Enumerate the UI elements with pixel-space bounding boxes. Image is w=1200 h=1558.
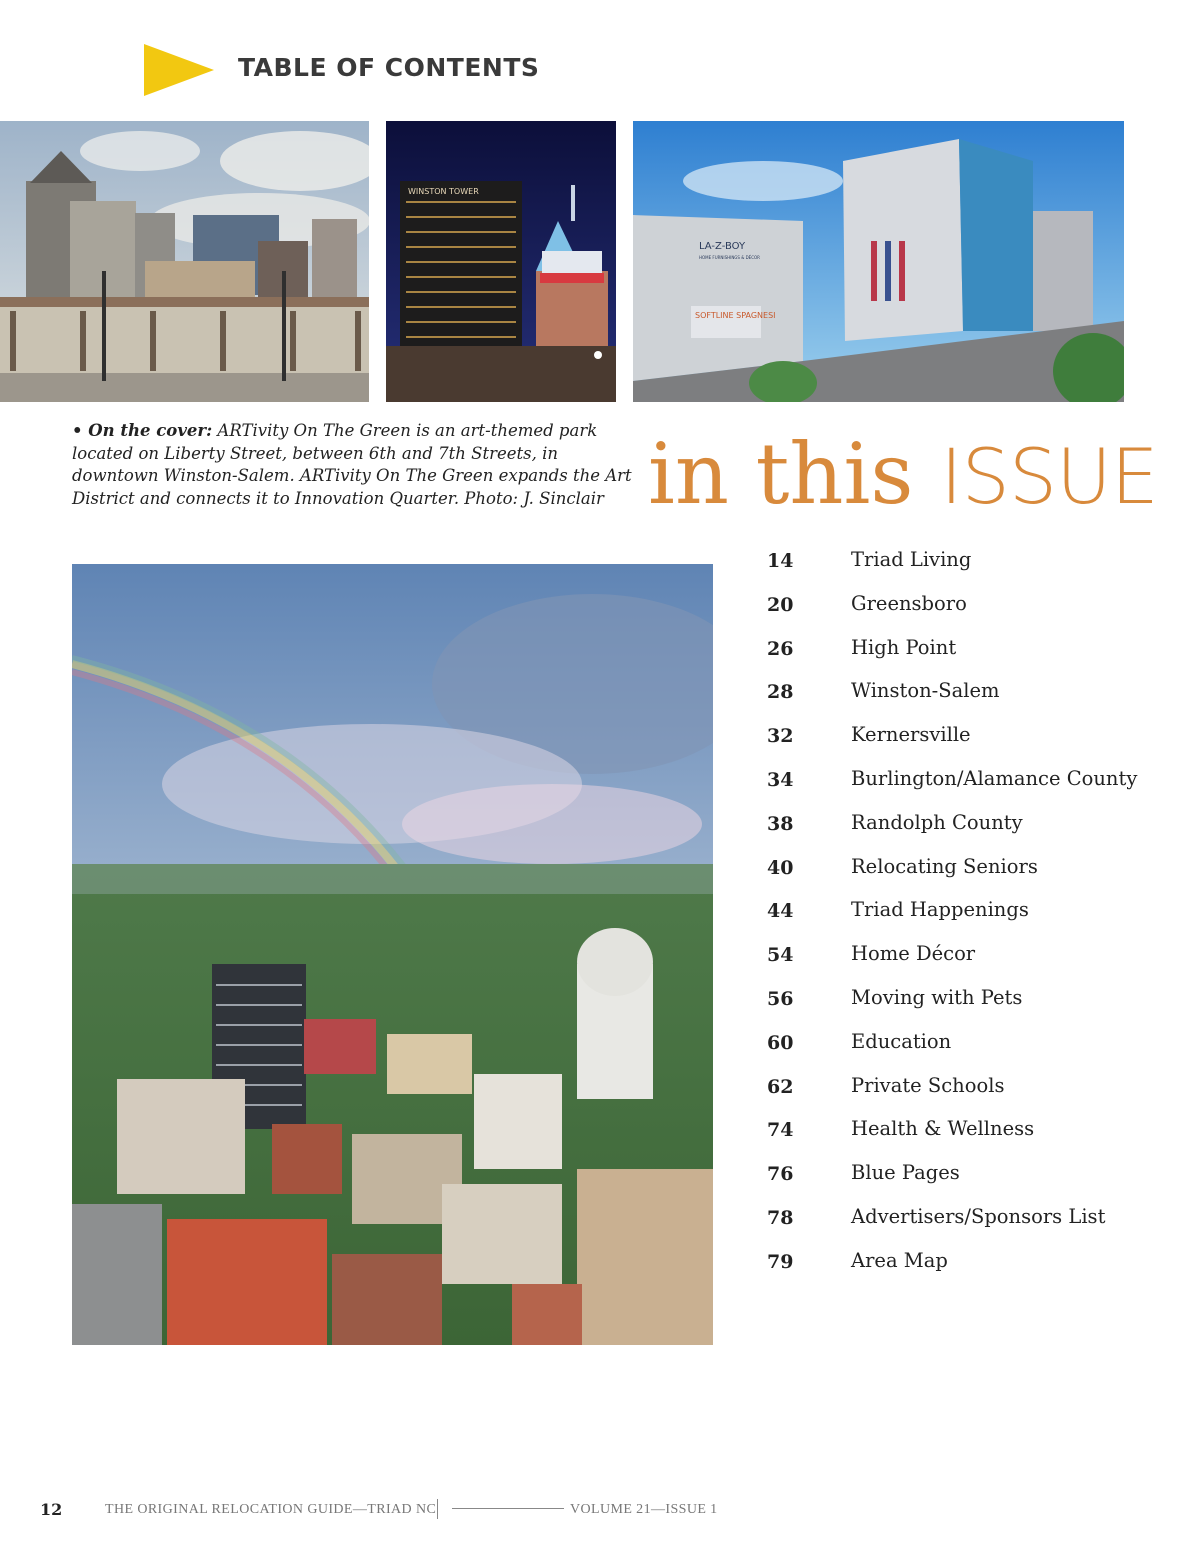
- svg-text:SOFTLINE SPAGNESI: SOFTLINE SPAGNESI: [695, 311, 776, 320]
- photo-la-z-boy-street: [633, 121, 1124, 402]
- toc-page-number: 62: [767, 1075, 794, 1098]
- toc-section-title: Burlington/Alamance County: [851, 766, 1138, 790]
- toc-row: [767, 1245, 1167, 1289]
- toc-section-title: Education: [851, 1029, 952, 1053]
- toc-section-title: Home Décor: [851, 942, 976, 966]
- footer-volume: VOLUME 21—ISSUE 1: [570, 1502, 718, 1517]
- toc-row: [767, 763, 1167, 807]
- toc-page-number: 20: [767, 593, 794, 616]
- toc-section-title: Relocating Seniors: [851, 854, 1038, 878]
- toc-row: [767, 675, 1167, 719]
- toc-section-title: Randolph County: [851, 810, 1023, 834]
- toc-row: [767, 982, 1167, 1026]
- toc-list: [767, 544, 1167, 1289]
- toc-page-number: 14: [767, 550, 794, 572]
- toc-section-title: Winston-Salem: [851, 679, 1000, 703]
- toc-row: [767, 807, 1167, 851]
- toc-section-title: Area Map: [851, 1248, 948, 1272]
- toc-page-number: 56: [767, 987, 794, 1010]
- photo-aerial-rainbow: [72, 564, 713, 1345]
- toc-page-number: 60: [767, 1031, 794, 1054]
- toc-row: [767, 544, 1167, 588]
- heading-word-issue: ISSUE: [940, 432, 1158, 521]
- toc-page-number: 79: [767, 1250, 794, 1273]
- toc-row: [767, 1070, 1167, 1114]
- page-title: TABLE OF CONTENTS: [238, 53, 540, 82]
- toc-section-title: Advertisers/Sponsors List: [851, 1204, 1106, 1228]
- page-number: 12: [40, 1500, 63, 1519]
- photo-greensboro-skyline: [0, 121, 369, 402]
- header-arrow-icon: [144, 44, 214, 96]
- toc-page-number: 74: [767, 1119, 794, 1142]
- toc-row: [767, 588, 1167, 632]
- footer-rule: [452, 1508, 564, 1509]
- toc-section-title: High Point: [851, 635, 957, 659]
- toc-page-number: 54: [767, 944, 794, 967]
- toc-section-title: Blue Pages: [851, 1161, 960, 1185]
- toc-section-title: Greensboro: [851, 591, 967, 615]
- toc-row: [767, 851, 1167, 895]
- svg-text:LA-Z-BOY: LA-Z-BOY: [699, 241, 746, 252]
- toc-page-number: 78: [767, 1206, 794, 1229]
- toc-page-number: 26: [767, 637, 794, 660]
- toc-page-number: 34: [767, 768, 794, 791]
- toc-row: [767, 1157, 1167, 1201]
- toc-page-number: 40: [767, 856, 794, 879]
- toc-row: [767, 719, 1167, 763]
- toc-section-title: Private Schools: [851, 1073, 1005, 1097]
- toc-section-title: Health & Wellness: [851, 1117, 1035, 1141]
- toc-row: [767, 938, 1167, 982]
- footer-guide-title: THE ORIGINAL RELOCATION GUIDE—TRIAD NC: [105, 1502, 437, 1517]
- in-this-issue-heading: [648, 424, 1158, 527]
- toc-page-number: 38: [767, 812, 794, 835]
- toc-page-number: 28: [767, 681, 794, 704]
- cover-caption-text: ARTivity On The Green is an art-themed park located on Liberty Street, between 6th and 7th Streets, in downtown Winston-Salem. ARTivity On The Green expands the Art District and connects it to Innovation Quarter. Photo: J. Sinclair: [72, 421, 632, 508]
- toc-row: [767, 1026, 1167, 1070]
- photo-winston-tower-night: [386, 121, 616, 402]
- toc-section-title: Moving with Pets: [851, 985, 1023, 1009]
- toc-page-number: 32: [767, 725, 794, 748]
- toc-row: [767, 1113, 1167, 1157]
- toc-section-title: Triad Living: [851, 548, 972, 571]
- toc-page-number: 44: [767, 900, 794, 923]
- toc-section-title: Triad Happenings: [851, 898, 1029, 922]
- toc-row: [767, 894, 1167, 938]
- cover-caption: [72, 420, 632, 510]
- heading-word-in-this: in this: [648, 425, 941, 523]
- svg-text:HOME FURNISHINGS & DÉCOR: HOME FURNISHINGS & DÉCOR: [699, 255, 760, 260]
- toc-page-number: 76: [767, 1163, 794, 1186]
- svg-text:WINSTON TOWER: WINSTON TOWER: [408, 187, 479, 196]
- toc-section-title: Kernersville: [851, 723, 971, 747]
- footer-divider: [437, 1499, 438, 1519]
- toc-row: [767, 632, 1167, 676]
- cover-caption-lead: • On the cover:: [72, 421, 213, 440]
- toc-row: [767, 1201, 1167, 1245]
